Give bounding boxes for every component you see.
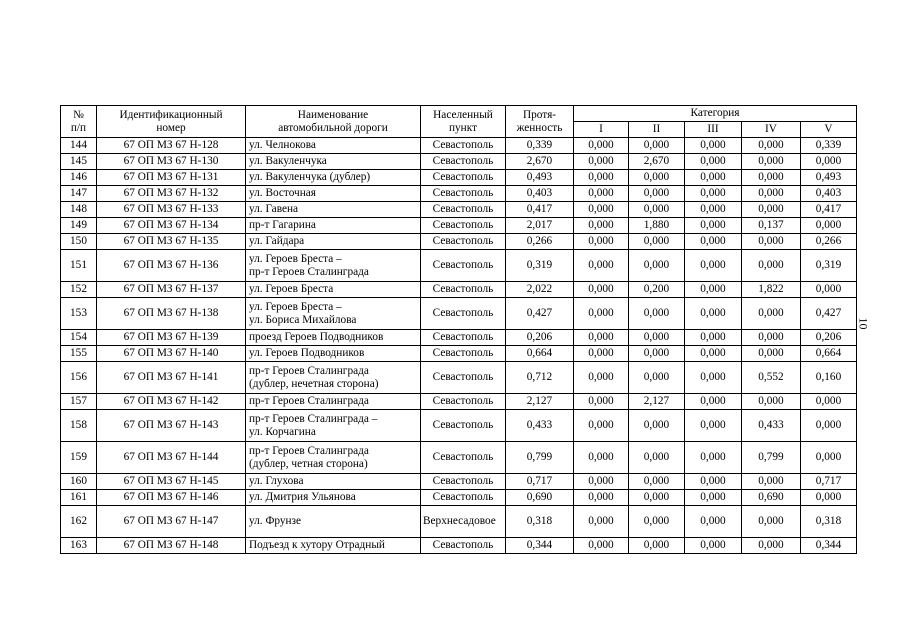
- category-3-value: 0,000: [685, 442, 742, 474]
- row-number: 151: [61, 250, 97, 282]
- road-length: 0,206: [506, 330, 574, 346]
- locality: Севастополь: [421, 186, 506, 202]
- road-length: 2,127: [506, 394, 574, 410]
- row-number: 147: [61, 186, 97, 202]
- table-row: [61, 330, 857, 346]
- header-cat-1: I: [574, 122, 629, 138]
- table-row: [61, 474, 857, 490]
- category-5-value: 0,339: [801, 138, 857, 154]
- road-id: 67 ОП МЗ 67 Н-146: [97, 490, 246, 506]
- category-1-value: 0,000: [574, 506, 629, 538]
- road-id: 67 ОП МЗ 67 Н-145: [97, 474, 246, 490]
- category-1-value: 0,000: [574, 234, 629, 250]
- table-row: [61, 490, 857, 506]
- category-5-value: 0,344: [801, 538, 857, 554]
- locality: Севастополь: [421, 202, 506, 218]
- table-row: [61, 218, 857, 234]
- locality: Севастополь: [421, 234, 506, 250]
- road-id: 67 ОП МЗ 67 Н-144: [97, 442, 246, 474]
- road-length: 0,318: [506, 506, 574, 538]
- category-4-value: 0,000: [742, 250, 801, 282]
- header-cat-4: IV: [742, 122, 801, 138]
- category-1-value: 0,000: [574, 538, 629, 554]
- category-5-value: 0,206: [801, 330, 857, 346]
- category-2-value: 0,000: [629, 442, 685, 474]
- category-3-value: 0,000: [685, 506, 742, 538]
- row-number: 154: [61, 330, 97, 346]
- table-row: [61, 154, 857, 170]
- header-num: [61, 106, 97, 138]
- locality: Севастополь: [421, 490, 506, 506]
- road-id: 67 ОП МЗ 67 Н-143: [97, 410, 246, 442]
- category-3-value: 0,000: [685, 538, 742, 554]
- category-4-value: 0,552: [742, 362, 801, 394]
- category-4-value: 0,000: [742, 298, 801, 330]
- locality: Севастополь: [421, 346, 506, 362]
- category-2-value: 0,000: [629, 474, 685, 490]
- header-length-text: Протя- женность: [516, 109, 563, 134]
- road-name: пр-т Героев Сталинграда – ул. Корчагина: [246, 410, 421, 442]
- category-4-value: 0,000: [742, 346, 801, 362]
- category-4-value: 0,000: [742, 202, 801, 218]
- road-name: ул. Героев Подводников: [246, 346, 421, 362]
- category-2-value: 0,200: [629, 282, 685, 298]
- road-id: 67 ОП МЗ 67 Н-134: [97, 218, 246, 234]
- road-length: 0,664: [506, 346, 574, 362]
- category-4-value: 0,000: [742, 506, 801, 538]
- row-number: 150: [61, 234, 97, 250]
- road-length: 0,717: [506, 474, 574, 490]
- category-1-value: 0,000: [574, 474, 629, 490]
- road-id: 67 ОП МЗ 67 Н-130: [97, 154, 246, 170]
- row-number: 149: [61, 218, 97, 234]
- road-length: 2,017: [506, 218, 574, 234]
- header-id-text: Идентификационный номер: [119, 109, 223, 134]
- category-4-value: 0,690: [742, 490, 801, 506]
- locality: Севастополь: [421, 442, 506, 474]
- header-locality-text: Населенный пункт: [433, 109, 493, 134]
- category-3-value: 0,000: [685, 250, 742, 282]
- header-cat-3: III: [685, 122, 742, 138]
- page-number: 10: [856, 317, 871, 330]
- road-id: 67 ОП МЗ 67 Н-135: [97, 234, 246, 250]
- locality: Севастополь: [421, 330, 506, 346]
- roads-table-sheet: [60, 105, 856, 554]
- table-row: [61, 202, 857, 218]
- roads-table: [60, 105, 857, 554]
- row-number: 162: [61, 506, 97, 538]
- category-1-value: 0,000: [574, 442, 629, 474]
- road-length: 0,344: [506, 538, 574, 554]
- category-5-value: 0,000: [801, 282, 857, 298]
- table-row: [61, 506, 857, 538]
- category-3-value: 0,000: [685, 474, 742, 490]
- category-1-value: 0,000: [574, 170, 629, 186]
- category-3-value: 0,000: [685, 298, 742, 330]
- category-2-value: 0,000: [629, 202, 685, 218]
- row-number: 152: [61, 282, 97, 298]
- table-row: [61, 298, 857, 330]
- category-1-value: 0,000: [574, 490, 629, 506]
- locality: Севастополь: [421, 138, 506, 154]
- category-5-value: 0,427: [801, 298, 857, 330]
- category-3-value: 0,000: [685, 410, 742, 442]
- header-cat-5: V: [801, 122, 857, 138]
- header-name: [246, 106, 421, 138]
- road-name: ул. Вакуленчука (дублер): [246, 170, 421, 186]
- road-id: 67 ОП МЗ 67 Н-139: [97, 330, 246, 346]
- road-id: 67 ОП МЗ 67 Н-133: [97, 202, 246, 218]
- category-5-value: 0,417: [801, 202, 857, 218]
- category-4-value: 0,000: [742, 234, 801, 250]
- category-3-value: 0,000: [685, 154, 742, 170]
- header-length: [506, 106, 574, 138]
- category-5-value: 0,000: [801, 490, 857, 506]
- road-length: 0,319: [506, 250, 574, 282]
- row-number: 159: [61, 442, 97, 474]
- category-3-value: 0,000: [685, 202, 742, 218]
- road-id: 67 ОП МЗ 67 Н-147: [97, 506, 246, 538]
- category-3-value: 0,000: [685, 234, 742, 250]
- category-1-value: 0,000: [574, 154, 629, 170]
- table-row: [61, 138, 857, 154]
- road-id: 67 ОП МЗ 67 Н-142: [97, 394, 246, 410]
- category-2-value: 0,000: [629, 170, 685, 186]
- category-4-value: 0,000: [742, 538, 801, 554]
- row-number: 144: [61, 138, 97, 154]
- category-2-value: 0,000: [629, 298, 685, 330]
- locality: Севастополь: [421, 170, 506, 186]
- category-4-value: 0,000: [742, 138, 801, 154]
- category-5-value: 0,266: [801, 234, 857, 250]
- road-name: ул. Гавена: [246, 202, 421, 218]
- row-number: 153: [61, 298, 97, 330]
- category-5-value: 0,717: [801, 474, 857, 490]
- category-3-value: 0,000: [685, 330, 742, 346]
- table-row: [61, 170, 857, 186]
- category-1-value: 0,000: [574, 282, 629, 298]
- road-length: 0,417: [506, 202, 574, 218]
- category-4-value: 0,000: [742, 394, 801, 410]
- table-row: [61, 250, 857, 282]
- road-id: 67 ОП МЗ 67 Н-136: [97, 250, 246, 282]
- row-number: 146: [61, 170, 97, 186]
- table-row: [61, 186, 857, 202]
- category-3-value: 0,000: [685, 490, 742, 506]
- category-3-value: 0,000: [685, 138, 742, 154]
- category-2-value: 1,880: [629, 218, 685, 234]
- header-id: [97, 106, 246, 138]
- category-4-value: 0,000: [742, 330, 801, 346]
- category-1-value: 0,000: [574, 298, 629, 330]
- header-num-text: № п/п: [70, 109, 87, 134]
- road-name: пр-т Героев Сталинграда: [246, 394, 421, 410]
- locality: Севастополь: [421, 154, 506, 170]
- road-name: ул. Восточная: [246, 186, 421, 202]
- row-number: 161: [61, 490, 97, 506]
- header-category: Категория: [574, 106, 857, 122]
- row-number: 155: [61, 346, 97, 362]
- table-row: [61, 234, 857, 250]
- road-name: ул. Гайдара: [246, 234, 421, 250]
- category-4-value: 0,000: [742, 474, 801, 490]
- category-1-value: 0,000: [574, 410, 629, 442]
- category-5-value: 0,318: [801, 506, 857, 538]
- category-4-value: 0,433: [742, 410, 801, 442]
- road-id: 67 ОП МЗ 67 Н-140: [97, 346, 246, 362]
- locality: Севастополь: [421, 394, 506, 410]
- road-name: пр-т Героев Сталинграда (дублер, четная сторона): [246, 442, 421, 474]
- table-row: [61, 362, 857, 394]
- category-5-value: 0,000: [801, 410, 857, 442]
- category-1-value: 0,000: [574, 330, 629, 346]
- table-body: [61, 138, 857, 554]
- category-2-value: 2,127: [629, 394, 685, 410]
- category-4-value: 0,137: [742, 218, 801, 234]
- table-row: [61, 410, 857, 442]
- category-1-value: 0,000: [574, 362, 629, 394]
- category-1-value: 0,000: [574, 202, 629, 218]
- category-2-value: 0,000: [629, 538, 685, 554]
- road-length: 0,690: [506, 490, 574, 506]
- category-1-value: 0,000: [574, 138, 629, 154]
- locality: Севастополь: [421, 282, 506, 298]
- category-5-value: 0,000: [801, 154, 857, 170]
- row-number: 158: [61, 410, 97, 442]
- category-4-value: 0,000: [742, 170, 801, 186]
- category-2-value: 0,000: [629, 490, 685, 506]
- row-number: 145: [61, 154, 97, 170]
- category-5-value: 0,664: [801, 346, 857, 362]
- road-name: пр-т Героев Сталинграда (дублер, нечетная сторона): [246, 362, 421, 394]
- road-length: 0,433: [506, 410, 574, 442]
- road-name: пр-т Гагарина: [246, 218, 421, 234]
- category-2-value: 0,000: [629, 138, 685, 154]
- locality: Севастополь: [421, 538, 506, 554]
- category-5-value: 0,403: [801, 186, 857, 202]
- locality: Севастополь: [421, 474, 506, 490]
- road-name: ул. Фрунзе: [246, 506, 421, 538]
- road-length: 0,403: [506, 186, 574, 202]
- road-name: ул. Вакуленчука: [246, 154, 421, 170]
- category-1-value: 0,000: [574, 186, 629, 202]
- header-name-text: Наименование автомобильной дороги: [278, 109, 388, 134]
- category-2-value: 0,000: [629, 330, 685, 346]
- category-5-value: 0,319: [801, 250, 857, 282]
- road-length: 0,427: [506, 298, 574, 330]
- road-id: 67 ОП МЗ 67 Н-137: [97, 282, 246, 298]
- road-id: 67 ОП МЗ 67 Н-132: [97, 186, 246, 202]
- category-4-value: 0,000: [742, 186, 801, 202]
- header-cat-2: II: [629, 122, 685, 138]
- category-2-value: 0,000: [629, 506, 685, 538]
- table-row: [61, 442, 857, 474]
- category-3-value: 0,000: [685, 170, 742, 186]
- category-2-value: 0,000: [629, 346, 685, 362]
- category-2-value: 0,000: [629, 234, 685, 250]
- category-2-value: 0,000: [629, 410, 685, 442]
- road-name: ул. Героев Бреста – пр-т Героев Сталинграда: [246, 250, 421, 282]
- road-name: ул. Героев Бреста – ул. Бориса Михайлова: [246, 298, 421, 330]
- road-id: 67 ОП МЗ 67 Н-141: [97, 362, 246, 394]
- row-number: 163: [61, 538, 97, 554]
- category-2-value: 0,000: [629, 186, 685, 202]
- locality: Севастополь: [421, 362, 506, 394]
- row-number: 148: [61, 202, 97, 218]
- locality: Севастополь: [421, 410, 506, 442]
- category-3-value: 0,000: [685, 186, 742, 202]
- category-2-value: 0,000: [629, 250, 685, 282]
- row-number: 160: [61, 474, 97, 490]
- locality: Севастополь: [421, 218, 506, 234]
- category-4-value: 0,799: [742, 442, 801, 474]
- road-name: ул. Челнокова: [246, 138, 421, 154]
- road-id: 67 ОП МЗ 67 Н-128: [97, 138, 246, 154]
- road-name: проезд Героев Подводников: [246, 330, 421, 346]
- table-row: [61, 346, 857, 362]
- road-length: 0,266: [506, 234, 574, 250]
- category-1-value: 0,000: [574, 218, 629, 234]
- road-length: 0,712: [506, 362, 574, 394]
- road-length: 0,799: [506, 442, 574, 474]
- category-1-value: 0,000: [574, 250, 629, 282]
- locality: Верхнесадовое: [421, 506, 506, 538]
- category-5-value: 0,000: [801, 218, 857, 234]
- road-length: 2,022: [506, 282, 574, 298]
- locality: Севастополь: [421, 298, 506, 330]
- road-name: ул. Героев Бреста: [246, 282, 421, 298]
- category-4-value: 1,822: [742, 282, 801, 298]
- category-5-value: 0,000: [801, 394, 857, 410]
- category-5-value: 0,160: [801, 362, 857, 394]
- road-id: 67 ОП МЗ 67 Н-148: [97, 538, 246, 554]
- road-name: Подъезд к хутору Отрадный: [246, 538, 421, 554]
- category-1-value: 0,000: [574, 394, 629, 410]
- road-name: ул. Глухова: [246, 474, 421, 490]
- category-5-value: 0,493: [801, 170, 857, 186]
- category-3-value: 0,000: [685, 362, 742, 394]
- category-3-value: 0,000: [685, 346, 742, 362]
- table-row: [61, 282, 857, 298]
- road-id: 67 ОП МЗ 67 Н-138: [97, 298, 246, 330]
- road-name: ул. Дмитрия Ульянова: [246, 490, 421, 506]
- category-2-value: 2,670: [629, 154, 685, 170]
- category-5-value: 0,000: [801, 442, 857, 474]
- header-locality: [421, 106, 506, 138]
- road-length: 2,670: [506, 154, 574, 170]
- table-row: [61, 538, 857, 554]
- category-1-value: 0,000: [574, 346, 629, 362]
- locality: Севастополь: [421, 250, 506, 282]
- row-number: 157: [61, 394, 97, 410]
- category-4-value: 0,000: [742, 154, 801, 170]
- category-3-value: 0,000: [685, 394, 742, 410]
- table-row: [61, 394, 857, 410]
- road-id: 67 ОП МЗ 67 Н-131: [97, 170, 246, 186]
- category-3-value: 0,000: [685, 218, 742, 234]
- category-3-value: 0,000: [685, 282, 742, 298]
- row-number: 156: [61, 362, 97, 394]
- road-length: 0,493: [506, 170, 574, 186]
- road-length: 0,339: [506, 138, 574, 154]
- category-2-value: 0,000: [629, 362, 685, 394]
